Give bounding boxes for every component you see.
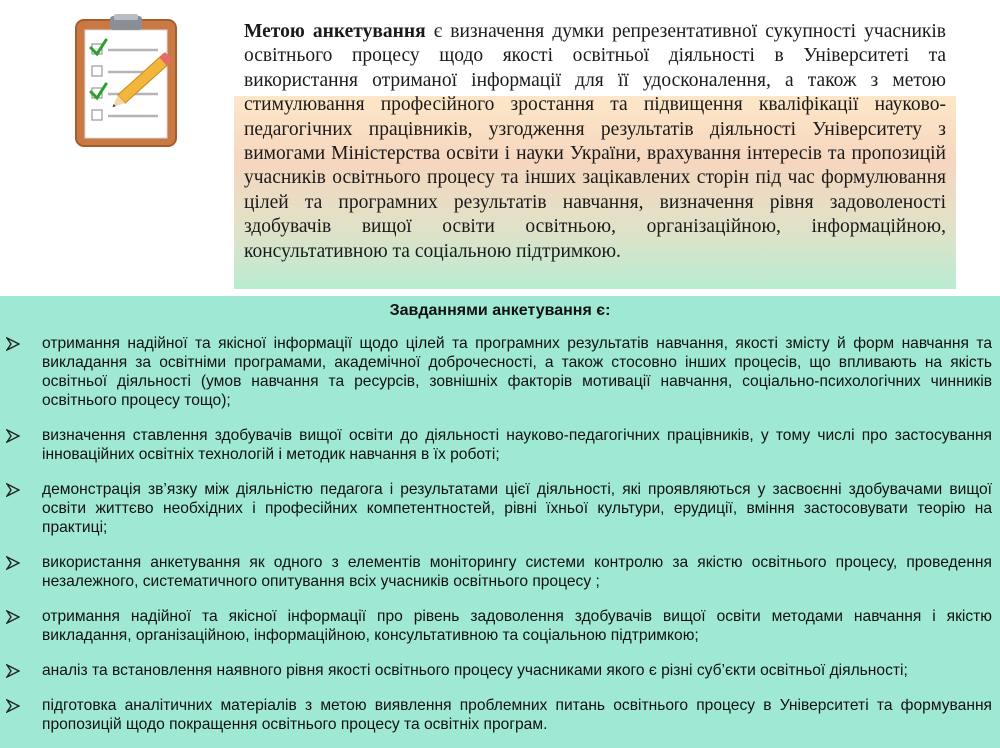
- task-item: [0, 696, 1000, 734]
- task-text: аналіз та встановлення наявного рівня якості освітнього процесу учасниками якого є різні суб’єкти освітньої діяльності;: [42, 662, 908, 679]
- task-item: [0, 334, 1000, 410]
- tasks-title: Завданнями анкетування є:: [389, 302, 611, 319]
- arrow-bullet-icon: [6, 699, 20, 713]
- task-item: [0, 426, 1000, 464]
- intro-text: є визначення думки репрезентативної сукупності учасників освітнього процесу щодо якості освітньої діяльності в Університеті та використання отриманої інформації для її удосконалення, а також з метою стимулювання професійного зростання та підвищення кваліфікації науково-педагогічних працівників, узгодження результатів діяльності Університету з вимогами Міністерства освіти і науки України, врахування інтересів та пропозицій учасників освітнього процесу та інших зацікавлених сторін під час формулювання цілей та програмних результатів навчання, визначення рівня задоволеності здобувачів вищої освіти освітньою, організаційною, інформаційною, консультативною та соціальною підтримкою.: [244, 21, 946, 262]
- arrow-bullet-icon: [6, 556, 20, 570]
- arrow-bullet-icon: [6, 664, 20, 678]
- task-list: [0, 334, 1000, 748]
- task-item: [0, 480, 1000, 537]
- arrow-bullet-icon: [6, 337, 20, 351]
- task-text: визначення ставлення здобувачів вищої освіти до діяльності науково-педагогічних працівників, у тому числі про застосування інноваційних освітніх технологій і методик навчання в їх роботі;: [42, 427, 992, 463]
- task-text: отримання надійної та якісної інформації щодо цілей та програмних результатів навчання, якості змісту й форм навчання та викладання за освітніми програмами, академічної доброчесності, а також стосовно інших процесів, що впливають на якість освітньої діяльності (умов навчання та ресурсів, зовнішніх факторів мотивації навчання, соціально-психологічних чинників освітнього процесу тощо);: [42, 335, 992, 409]
- clipboard-checklist-icon: [72, 14, 184, 150]
- task-item: [0, 553, 1000, 591]
- arrow-bullet-icon: [6, 610, 20, 624]
- task-text: демонстрація зв’язку між діяльністю педагога і результатами цієї діяльності, які проявляються у засвоєнні здобувачами вищої освіти життєво необхідних і професійних компетентностей, рівні їхньої культури, ерудиції, вміння застосовувати теорію на практиці;: [42, 481, 992, 536]
- task-item: [0, 661, 1000, 680]
- arrow-bullet-icon: [6, 429, 20, 443]
- task-text: отримання надійної та якісної інформації про рівень задоволення здобувачів вищої освіти методами навчання і якістю викладання, організаційною, інформаційною, консультативною та соціальною підтримкою;: [42, 608, 992, 644]
- arrow-bullet-icon: [6, 483, 20, 497]
- tasks-panel: [0, 296, 1000, 748]
- task-text: підготовка аналітичних матеріалів з метою виявлення проблемних питань освітнього процесу в Університеті та формування пропозицій щодо покращення освітнього процесу та освітніх програм.: [42, 697, 992, 733]
- task-item: [0, 607, 1000, 645]
- intro-lead: Метою анкетування: [244, 21, 426, 42]
- task-text: використання анкетування як одного з елементів моніторингу системи контролю за якістю освітнього процесу, проведення незалежного, систематичного опитування всіх учасників освітнього процесу ;: [42, 554, 992, 590]
- intro-paragraph: [244, 20, 946, 264]
